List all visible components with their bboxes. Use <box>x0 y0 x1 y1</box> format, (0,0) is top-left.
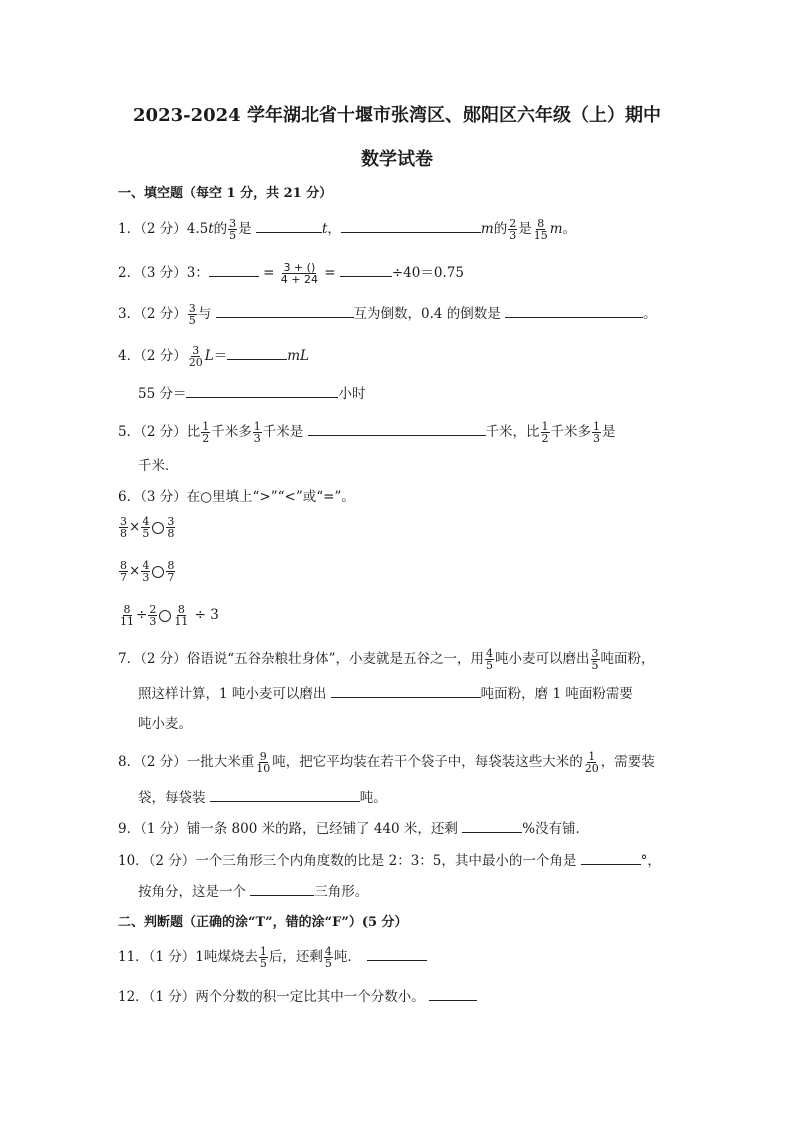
fraction: $\frac{1}{5}$ <box>259 945 267 970</box>
question-7-line3: 吨小麦。 <box>138 716 192 732</box>
answer-blank[interactable] <box>256 218 322 233</box>
fraction: $\frac{8}{15}$ <box>533 217 548 242</box>
question-4-line2: 55 分＝ 小时 <box>138 383 365 405</box>
fraction: $\frac{3}{20}$ <box>188 344 203 369</box>
compare-circle[interactable] <box>152 566 164 578</box>
exam-title-line1: 2023-2024 学年湖北省十堰市张湾区、郧阳区六年级（上）期中 <box>133 105 661 126</box>
fraction: $\frac{9}{10}$ <box>256 750 271 775</box>
fraction: $\frac{1}{2}$ <box>202 420 210 445</box>
question-7: 7．（2 分）俗语说“五谷杂粮壮身体”，小麦就是五谷之一，用 $\frac{4}{5}$ 吨小麦可以磨出 $\frac{3}{5}$ 吨面粉， <box>118 647 655 672</box>
compare-row-1: $\frac{3}{8}$ × $\frac{4}{5}$ $\frac{3}{8}$ <box>120 515 175 540</box>
fraction: $\frac{8}{11}$ <box>120 603 134 628</box>
fraction: $\frac{8}{11}$ <box>174 603 189 628</box>
question-10: 10．（2 分）一个三角形三个内角度数的比是 2：3：5，其中最小的一个角是 °， <box>118 850 661 872</box>
answer-blank[interactable] <box>462 818 522 833</box>
question-12: 12．（1 分）两个分数的积一定比其中一个分数小。 <box>118 986 477 1008</box>
answer-blank[interactable] <box>216 303 354 318</box>
fraction: $\frac{3}{5}$ <box>229 217 237 242</box>
answer-blank[interactable] <box>367 946 427 961</box>
fraction: $\frac{3}{5}$ <box>188 302 196 327</box>
fraction: $\frac{3}{5}$ <box>591 647 599 672</box>
question-5: 5．（2 分）比 $\frac{1}{2}$ 千米多 $\frac{1}{3}$ 千米是 千米，比 $\frac{1}{2}$ 千米多 $\frac{1}{3}$ 是 <box>118 420 616 445</box>
compare-row-2: $\frac{8}{7}$ × $\frac{4}{3}$ $\frac{8}{7}$ <box>120 559 175 584</box>
question-6: 6．（3 分）在○里填上“>”“<”或“=”。 <box>118 489 355 505</box>
fraction: $\frac{1}{3}$ <box>593 420 601 445</box>
fraction: $\frac{3}{8}$ <box>167 515 175 540</box>
fraction: $\frac{2}{3}$ <box>509 217 517 242</box>
fraction: $\frac{8}{7}$ <box>167 559 175 584</box>
answer-blank[interactable] <box>209 262 259 277</box>
question-2: 2．（3 分）3： = $\frac{3 + ()}{4 + 24}$ = ÷40＝0.75 <box>118 261 464 286</box>
compare-circle[interactable] <box>152 522 164 534</box>
question-11: 11．（1 分）1吨煤烧去 $\frac{1}{5}$ 后，还剩 $\frac{4}{5}$ 吨． <box>118 946 427 969</box>
fraction: $\frac{4}{3}$ <box>142 559 150 584</box>
fraction: $\frac{1}{20}$ <box>584 750 599 775</box>
answer-blank[interactable] <box>340 262 392 277</box>
fraction: $\frac{4}{5}$ <box>142 515 150 540</box>
question-3: 3．（2 分） $\frac{3}{5}$ 与 互为倒数，0.4 的倒数是 。 <box>118 302 657 327</box>
exam-title-line2: 数学试卷 <box>361 149 433 170</box>
fraction: $\frac{1}{2}$ <box>541 420 549 445</box>
answer-blank[interactable] <box>581 850 641 865</box>
fraction: $\frac{3 + ()}{4 + 24}$ <box>280 261 318 286</box>
section-true-false: 二、判断题（正确的涂“T”，错的涂“F”）(5 分） <box>118 915 408 930</box>
answer-blank[interactable] <box>505 303 643 318</box>
answer-blank[interactable] <box>210 787 360 802</box>
fraction: $\frac{1}{3}$ <box>253 420 261 445</box>
compare-row-3: $\frac{8}{11}$ ÷ $\frac{2}{3}$ $\frac{8}{11}$ ÷ 3 <box>120 603 219 628</box>
fraction: $\frac{8}{7}$ <box>120 559 127 584</box>
answer-blank[interactable] <box>308 421 486 436</box>
question-9: 9．（1 分）铺一条 800 米的路，已经铺了 440 米，还剩 %没有铺． <box>118 818 589 840</box>
compare-circle[interactable] <box>159 610 171 622</box>
question-1: 1．（2 分）4.5t的 $\frac{3}{5}$ 是 t， m的 $\frac{2}{3}$ 是 $\frac{8}{15}$ m。 <box>118 217 577 242</box>
question-10-line2: 按角分，这是一个 三角形。 <box>138 881 368 903</box>
fraction: $\frac{4}{5}$ <box>324 945 332 970</box>
answer-blank[interactable] <box>250 881 314 896</box>
fraction: $\frac{4}{5}$ <box>486 647 494 672</box>
answer-blank[interactable] <box>186 383 338 398</box>
question-7-line2: 照这样计算，1 吨小麦可以磨出 吨面粉，磨 1 吨面粉需要 <box>138 683 633 705</box>
fraction: $\frac{3}{8}$ <box>120 515 127 540</box>
answer-blank[interactable] <box>227 345 287 360</box>
question-8: 8．（2 分）一批大米重 $\frac{9}{10}$ 吨，把它平均装在若干个袋子中，每袋装这些大米的 $\frac{1}{20}$ ，需要装 <box>118 750 655 775</box>
question-8-line2: 袋，每袋装 吨。 <box>138 787 387 809</box>
question-4: 4．（2 分） $\frac{3}{20}$ L＝ mL <box>118 344 309 369</box>
fraction: $\frac{2}{3}$ <box>149 603 157 628</box>
section-fill-in-blanks: 一、填空题（每空 1 分，共 21 分） <box>118 186 333 201</box>
answer-blank[interactable] <box>429 986 477 1001</box>
answer-blank[interactable] <box>341 218 481 233</box>
answer-blank[interactable] <box>331 683 481 698</box>
question-5-line2: 千米． <box>138 458 179 474</box>
